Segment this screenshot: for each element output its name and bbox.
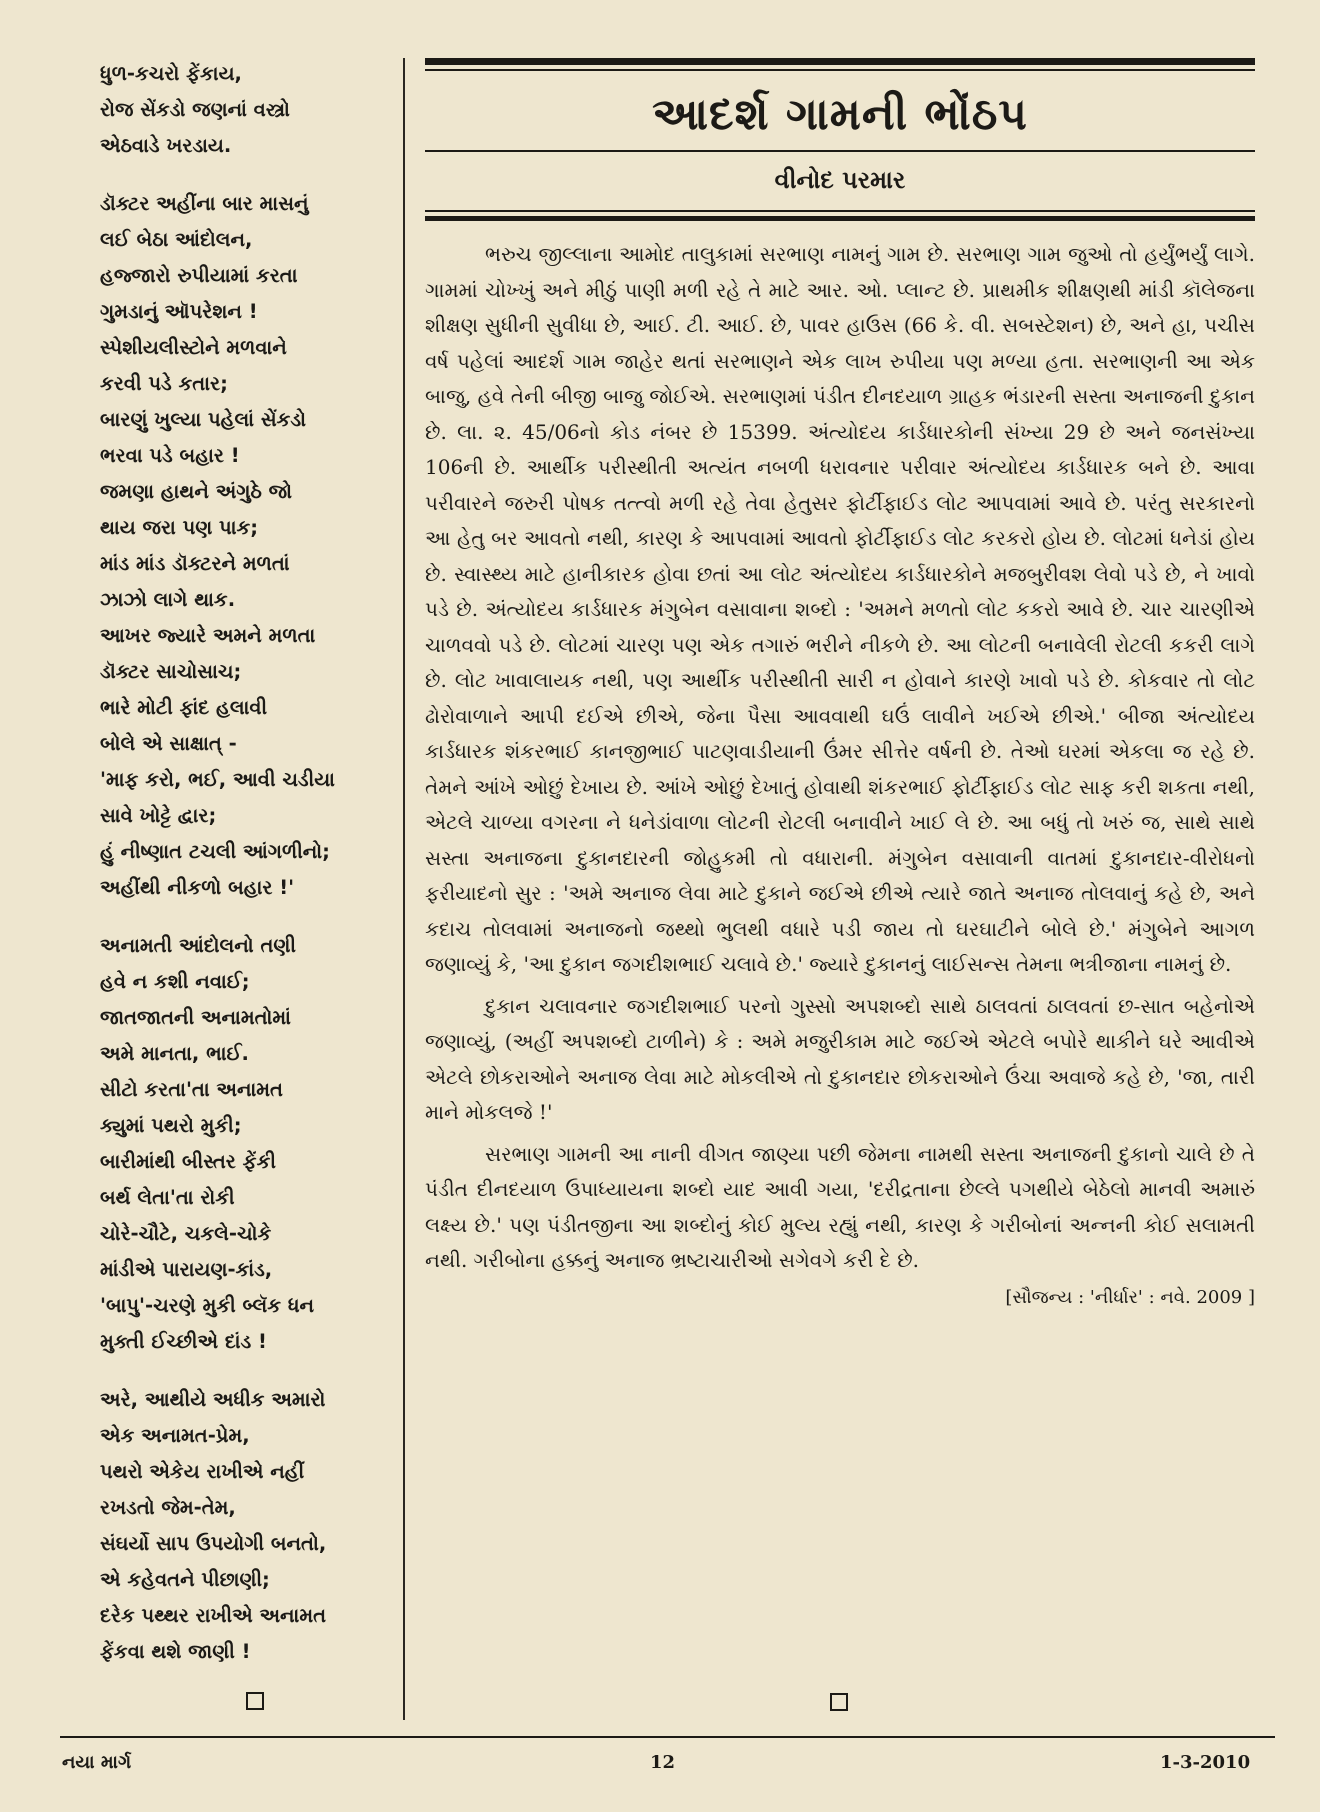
poem-line: સંઘર્યો સાપ ઉપયોગી બનતો, [100, 1532, 327, 1555]
poem-line: ભારે મોટી ફાંદ હલાવી [100, 696, 268, 719]
poem-line: થાય જરા પણ પાક; [100, 516, 259, 539]
poem-line: એ કહેવતને પીછાણી; [100, 1568, 270, 1591]
poem-line: મુક્તી ઈચ્છીએ દાંડ ! [100, 1330, 267, 1353]
poem-line: ફેંકવા થશે જાણી ! [100, 1640, 251, 1663]
poem-line: આખર જ્યારે અમને મળતા [100, 624, 316, 647]
footer-page-number: 12 [650, 1752, 676, 1773]
footer-date: 1-3-2010 [1160, 1752, 1251, 1773]
column-divider [403, 58, 405, 1720]
article-body [425, 237, 1255, 1279]
poem-line: કરવી પડે કતાર; [100, 372, 228, 395]
poem-line: ભરવા પડે બહાર ! [100, 444, 240, 467]
poem-line: બારણું ખુલ્યા પહેલાં સેંકડો [100, 408, 306, 431]
poem-line: જાતજાતની અનામતોમાં [100, 1006, 291, 1029]
poem-line: ધુળ-કચરો ફેંકાય, [100, 62, 242, 85]
poem-line: બોલે એ સાક્ષાત્ - [100, 732, 237, 755]
poem-column [100, 56, 390, 1710]
article-paragraph-1: ભરુચ જીલ્લાના આમોદ તાલુકામાં સરભાણ નામનું ગામ છે. સરભાણ ગામ જુઓ તો હર્યુંભર્યું લાગે. ગામમાં ચોખ્ખું અને મીઠું પાણી મળી રહે તે માટે આર. ઓ. પ્લાન્ટ છે. પ્રાથમીક શીક્ષણથી માંડી કૉલેજના શીક્ષણ સુધીની સુવીધા છે, આઈ. ટી. આઈ. છે, પાવર હાઉસ (66 કે. વી. સબસ્ટેશન) છે, અને હા, પચીસ વર્ષ પહેલાં આદર્શ ગામ જાહેર થતાં સરભાણને એક લાખ રુપીયા પણ મળ્યા હતા. સરભાણની આ એક બાજુ, હવે તેની બીજી બાજુ જોઈએ. સરભાણમાં પંડીત દીનદયાળ ગ્રાહક ભંડારની સસ્તા અનાજની દુકાન છે. લા. ૨. 45/06નો કોડ નંબર છે 15399. અંત્યોદય કાર્ડધારકોની સંખ્યા 29 છે અને જનસંખ્યા 106ની છે. આર્થીક પરીસ્થીતી અત્યંત નબળી ધરાવનાર પરીવાર અંત્યોદય કાર્ડધારક બને છે. આવા પરીવારને જરુરી પોષક તત્ત્વો મળી રહે તેવા હેતુસર ફોર્ટીફાઈડ લોટ આપવામાં આવે છે. પરંતુ સરકારનો આ હેતુ બર આવતો નથી, કારણ કે આપવામાં આવતો ફોર્ટીફાઈડ લોટ કરકરો હોય છે. લોટમાં ધનેડાં હોય છે. સ્વાસ્થ્ય માટે હાનીકારક હોવા છતાં આ લોટ અંત્યોદય કાર્ડધારકોને મજબુરીવશ લેવો પડે છે, ને ખાવો પડે છે. અંત્યોદય કાર્ડધારક મંગુબેન વસાવાના શબ્દો : 'અમને મળતો લોટ કકરો આવે છે. ચાર ચારણીએ ચાળવવો પડે છે. લોટમાં ચારણ પણ એક તગારું ભરીને નીકળે છે. આ લોટની બનાવેલી રોટલી કકરી લાગે છે. લોટ ખાવાલાયક નથી, પણ આર્થીક પરીસ્થીતી સારી ન હોવાને કારણે ખાવો પડે છે. કોકવાર તો લોટ ઢોરોવાળાને આપી દઈએ છીએ, જેના પૈસા આવવાથી ઘઉં લાવીને ખઈએ છીએ.' બીજા અંત્યોદય કાર્ડધારક શંકરભાઈ કાનજીભાઈ પાટણવાડીયાની ઉંમર સીત્તેર વર્ષની છે. તેઓ ઘરમાં એકલા જ રહે છે. તેમને આંખે ઓછું દેખાય છે. આંખે ઓછું દેખાતું હોવાથી શંકરભાઈ ફોર્ટીફાઈડ લોટ સાફ કરી શકતા નથી, એટલે ચાળ્યા વગરના ને ધનેડાંવાળા લોટની રોટલી બનાવીને ખાઈ લે છે. આ બધું તો ખરું જ, સાથે સાથે સસ્તા અનાજના દુકાનદારની જોહુકમી તો વધારાની. મંગુબેન વસાવાની વાતમાં દુકાનદાર-વીરોધનો ફરીયાદનો સુર : 'અમે અનાજ લેવા માટે દુકાને જઈએ છીએ ત્યારે જાતે અનાજ તોલવાનું કહે છે, અને કદાચ તોલવામાં અનાજનો જથ્થો ભુલથી વધારે પડી જાય તો ઘરઘાટીને બોલે છે.' મંગુબેને આગળ જણાવ્યું કે, 'આ દુકાન જગદીશભાઈ ચલાવે છે.' જ્યારે દુકાનનું લાઈસન્સ તેમના ભત્રીજાના નામનું છે. [425, 242, 1255, 976]
poem-line: સાવે ખોટ્ટે દ્વાર; [100, 804, 217, 827]
article-credit: [સૌજન્ય : 'નીર્ધાર' : નવે. 2009 ] [1005, 1286, 1255, 1308]
poem-line: ઝાઝો લાગે થાક. [100, 588, 236, 611]
poem-line: રોજ સેંકડો જણનાં વસ્ત્રો [100, 98, 290, 121]
poem-line: માંડીએ પારાયણ-કાંડ, [100, 1258, 273, 1281]
poem-line: અનામતી આંદોલનો તણી [100, 934, 296, 957]
article-paragraph-3: સરભાણ ગામની આ નાની વીગત જાણ્યા પછી જેમના નામથી સસ્તા અનાજની દુકાનો ચાલે છે તે પંડીત દીનદયાળ ઉપાધ્યાયના શબ્દો યાદ આવી ગયા, 'દરીદ્રતાના છેલ્લે પગથીયે બેઠેલો માનવી અમારું લક્ષ્ય છે.' પણ પંડીતજીના આ શબ્દોનું કોઈ મુલ્ય રહ્યું નથી, કારણ કે ગરીબોનાં અન્નની કોઈ સલામતી નથી. ગરીબોના હક્કનું અનાજ ભ્રષ્ટાચારીઓ સગેવગે કરી દે છે. [425, 1141, 1255, 1272]
author-rule-thin [425, 210, 1255, 212]
poem-line: ચોરે-ચૌટે, ચકલે-ચોકે [100, 1222, 272, 1245]
poem-line: પથરો એકેય રાખીએ નહીં [100, 1460, 305, 1483]
poem-line: સ્પેશીયલીસ્ટોને મળવાને [100, 336, 287, 359]
poem-line: 'માફ કરો, ભઈ, આવી ચડીયા [100, 768, 335, 791]
article-author: વીનોદ પરમાર [774, 166, 906, 194]
poem-stanza-2 [100, 186, 390, 906]
poem-stanza-3 [100, 928, 390, 1360]
poem-line: બારીમાંથી બીસ્તર ફેંકી [100, 1150, 276, 1173]
poem-line: અમે માનતા, ભાઈ. [100, 1042, 249, 1065]
poem-line: ક્યુમાં પથરો મુકી; [100, 1114, 242, 1137]
poem-stanza-4 [100, 1382, 390, 1670]
poem-line: હવે ન કશી નવાઈ; [100, 970, 250, 993]
poem-line: સીટો કરતા'તા અનામત [100, 1078, 283, 1101]
author-rule-thick [425, 216, 1255, 221]
title-rule-top [425, 58, 1255, 65]
article-paragraph-2: દુકાન ચલાવનાર જગદીશભાઈ પરનો ગુસ્સો અપશબ્દો સાથે ઠાલવતાં ઠાલવતાં છ-સાત બહેનોએ જણાવ્યું, (અહીં અપશબ્દો ટાળીને) કે : અમે મજુરીકામ માટે જઈએ એટલે બપોરે થાકીને ઘરે આવીએ એટલે છોકરાઓને અનાજ લેવા માટે મોકલીએ તો દુકાનદાર છોકરાઓને ઉંચા અવાજે કહે છે, 'જા, તારી માને મોકલજે !' [425, 993, 1255, 1124]
article-column [425, 58, 1255, 1308]
title-rule-middle [425, 150, 1255, 152]
title-rule-top-thin [425, 69, 1255, 71]
poem-line: એઠવાડે ખરડાય. [100, 134, 232, 157]
poem-line: રખડતો જેમ-તેમ, [100, 1496, 236, 1519]
poem-line: હજ્જારો રુપીયામાં કરતા [100, 264, 298, 287]
footer-publication: નયા માર્ગ [62, 1752, 132, 1773]
poem-line: માંડ માંડ ડૉક્ટરને મળતાં [100, 552, 290, 575]
footer-rule [60, 1736, 1275, 1738]
poem-line: દરેક પથ્થર રાખીએ અનામત [100, 1604, 327, 1627]
poem-line: અહીંથી નીકળો બહાર !' [100, 876, 295, 899]
poem-line: ડૉક્ટર અહીંના બાર માસનું [100, 192, 309, 215]
article-title: આદર્શ ગામની ભોંઠપ [652, 89, 1028, 140]
poem-end-mark-icon [246, 1692, 264, 1710]
poem-line: ડૉક્ટર સાચોસાચ; [100, 660, 242, 683]
poem-line: લઈ બેઠા આંદોલન, [100, 228, 253, 251]
poem-line: હું નીષ્ણાત ટચલી આંગળીનો; [100, 840, 330, 863]
poem-line: જમણા હાથને અંગુઠે જો [100, 480, 292, 503]
poem-line: બર્થ લેતા'તા રોકી [100, 1186, 235, 1209]
poem-line: 'બાપુ'-ચરણે મુકી બ્લૅક ધન [100, 1294, 315, 1317]
poem-stanza-1 [100, 56, 390, 164]
article-end-mark-icon [830, 1693, 848, 1711]
poem-line: એક અનામત-પ્રેમ, [100, 1424, 250, 1447]
poem-line: ગુમડાનું ઑપરેશન ! [100, 300, 258, 323]
poem-line: અરે, આથીયે અધીક અમારો [100, 1388, 326, 1411]
